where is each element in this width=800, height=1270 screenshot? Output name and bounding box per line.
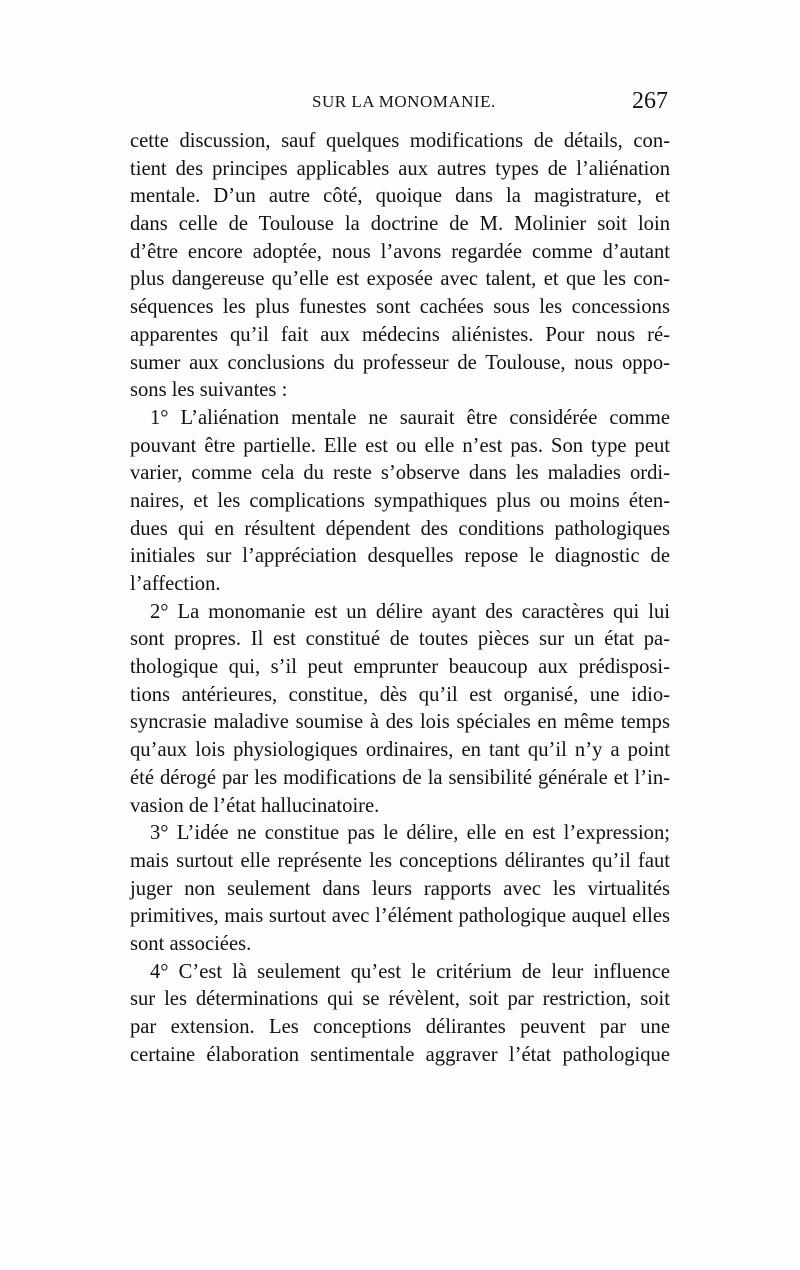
text-line: mentale. D’un autre côté, quoique dans la magistrature, et [130,185,670,208]
text-line: sont propres. Il est constitué de toutes pièces sur un état pa- [130,628,670,651]
text-line: dans celle de Toulouse la doctrine de M. Molinier soit loin [130,213,670,236]
text-line: certaine élaboration sentimentale aggraver l’état pathologique [130,1043,670,1066]
text-line: 4° C’est là seulement qu’est le critérium de leur influence [150,960,670,983]
text-line: cette discussion, sauf quelques modifications de détails, con- [130,130,670,152]
text-line: qu’aux lois physiologiques ordinaires, en tant qu’il n’y a point [130,739,670,762]
text-line: sons les suivantes : [130,379,288,402]
running-title: SUR LA MONOMANIE. [312,92,496,111]
text-line: naires, et les complications sympathiques plus ou moins éten- [130,489,670,512]
text-line: par extension. Les conceptions délirantes peuvent par une [130,1016,670,1038]
text-line: initiales sur l’appréciation desquelles repose le diagnostic de [130,545,670,568]
text-line: tient des principes applicables aux autres types de l’aliénation [130,157,670,180]
text-line: 2° La monomanie est un délire ayant des caractères qui lui [150,600,670,623]
text-line: primitives, mais surtout avec l’élément pathologique auquel elles [130,905,670,928]
body-text [130,128,670,1069]
text-line: 1° L’aliénation mentale ne saurait être considérée comme [150,406,670,429]
text-line: pouvant être partielle. Elle est ou elle n’est pas. Son type peut [130,434,670,457]
text-line: sont associées. [130,932,252,955]
text-line: l’affection. [130,573,221,595]
text-line: apparentes qu’il fait aux médecins aliénistes. Pour nous ré- [130,323,670,346]
text-line: mais surtout elle représente les conceptions délirantes qu’il faut [130,849,670,872]
text-line: plus dangereuse qu’elle est exposée avec talent, et que les con- [130,268,670,291]
text-line: syncrasie maladive soumise à des lois spéciales en même temps [130,711,670,734]
text-line: été dérogé par les modifications de la sensibilité générale et l’in- [130,766,670,789]
text-line: thologique qui, s’il peut emprunter beaucoup aux prédisposi- [130,656,670,679]
text-line: dues qui en résultent dépendent des conditions pathologiques [130,517,670,540]
text-line: séquences les plus funestes sont cachées sous les concessions [130,296,670,319]
text-line: varier, comme cela du reste s’observe dans les maladies ordi- [130,462,670,485]
text-line: juger non seulement dans leurs rapports avec les virtualités [130,877,670,900]
running-head [130,88,672,122]
page-number: 267 [632,88,668,114]
text-line: d’être encore adoptée, nous l’avons regardée comme d’autant [130,240,670,263]
text-line: tions antérieures, constitue, dès qu’il est organisé, une idio- [130,683,670,706]
text-line: sur les déterminations qui se révèlent, soit par restriction, soit [130,988,670,1011]
text-line: sumer aux conclusions du professeur de Toulouse, nous oppo- [130,351,670,374]
text-line: 3° L’idée ne constitue pas le délire, elle en est l’expression; [150,822,670,845]
text-line: vasion de l’état hallucinatoire. [130,794,380,817]
